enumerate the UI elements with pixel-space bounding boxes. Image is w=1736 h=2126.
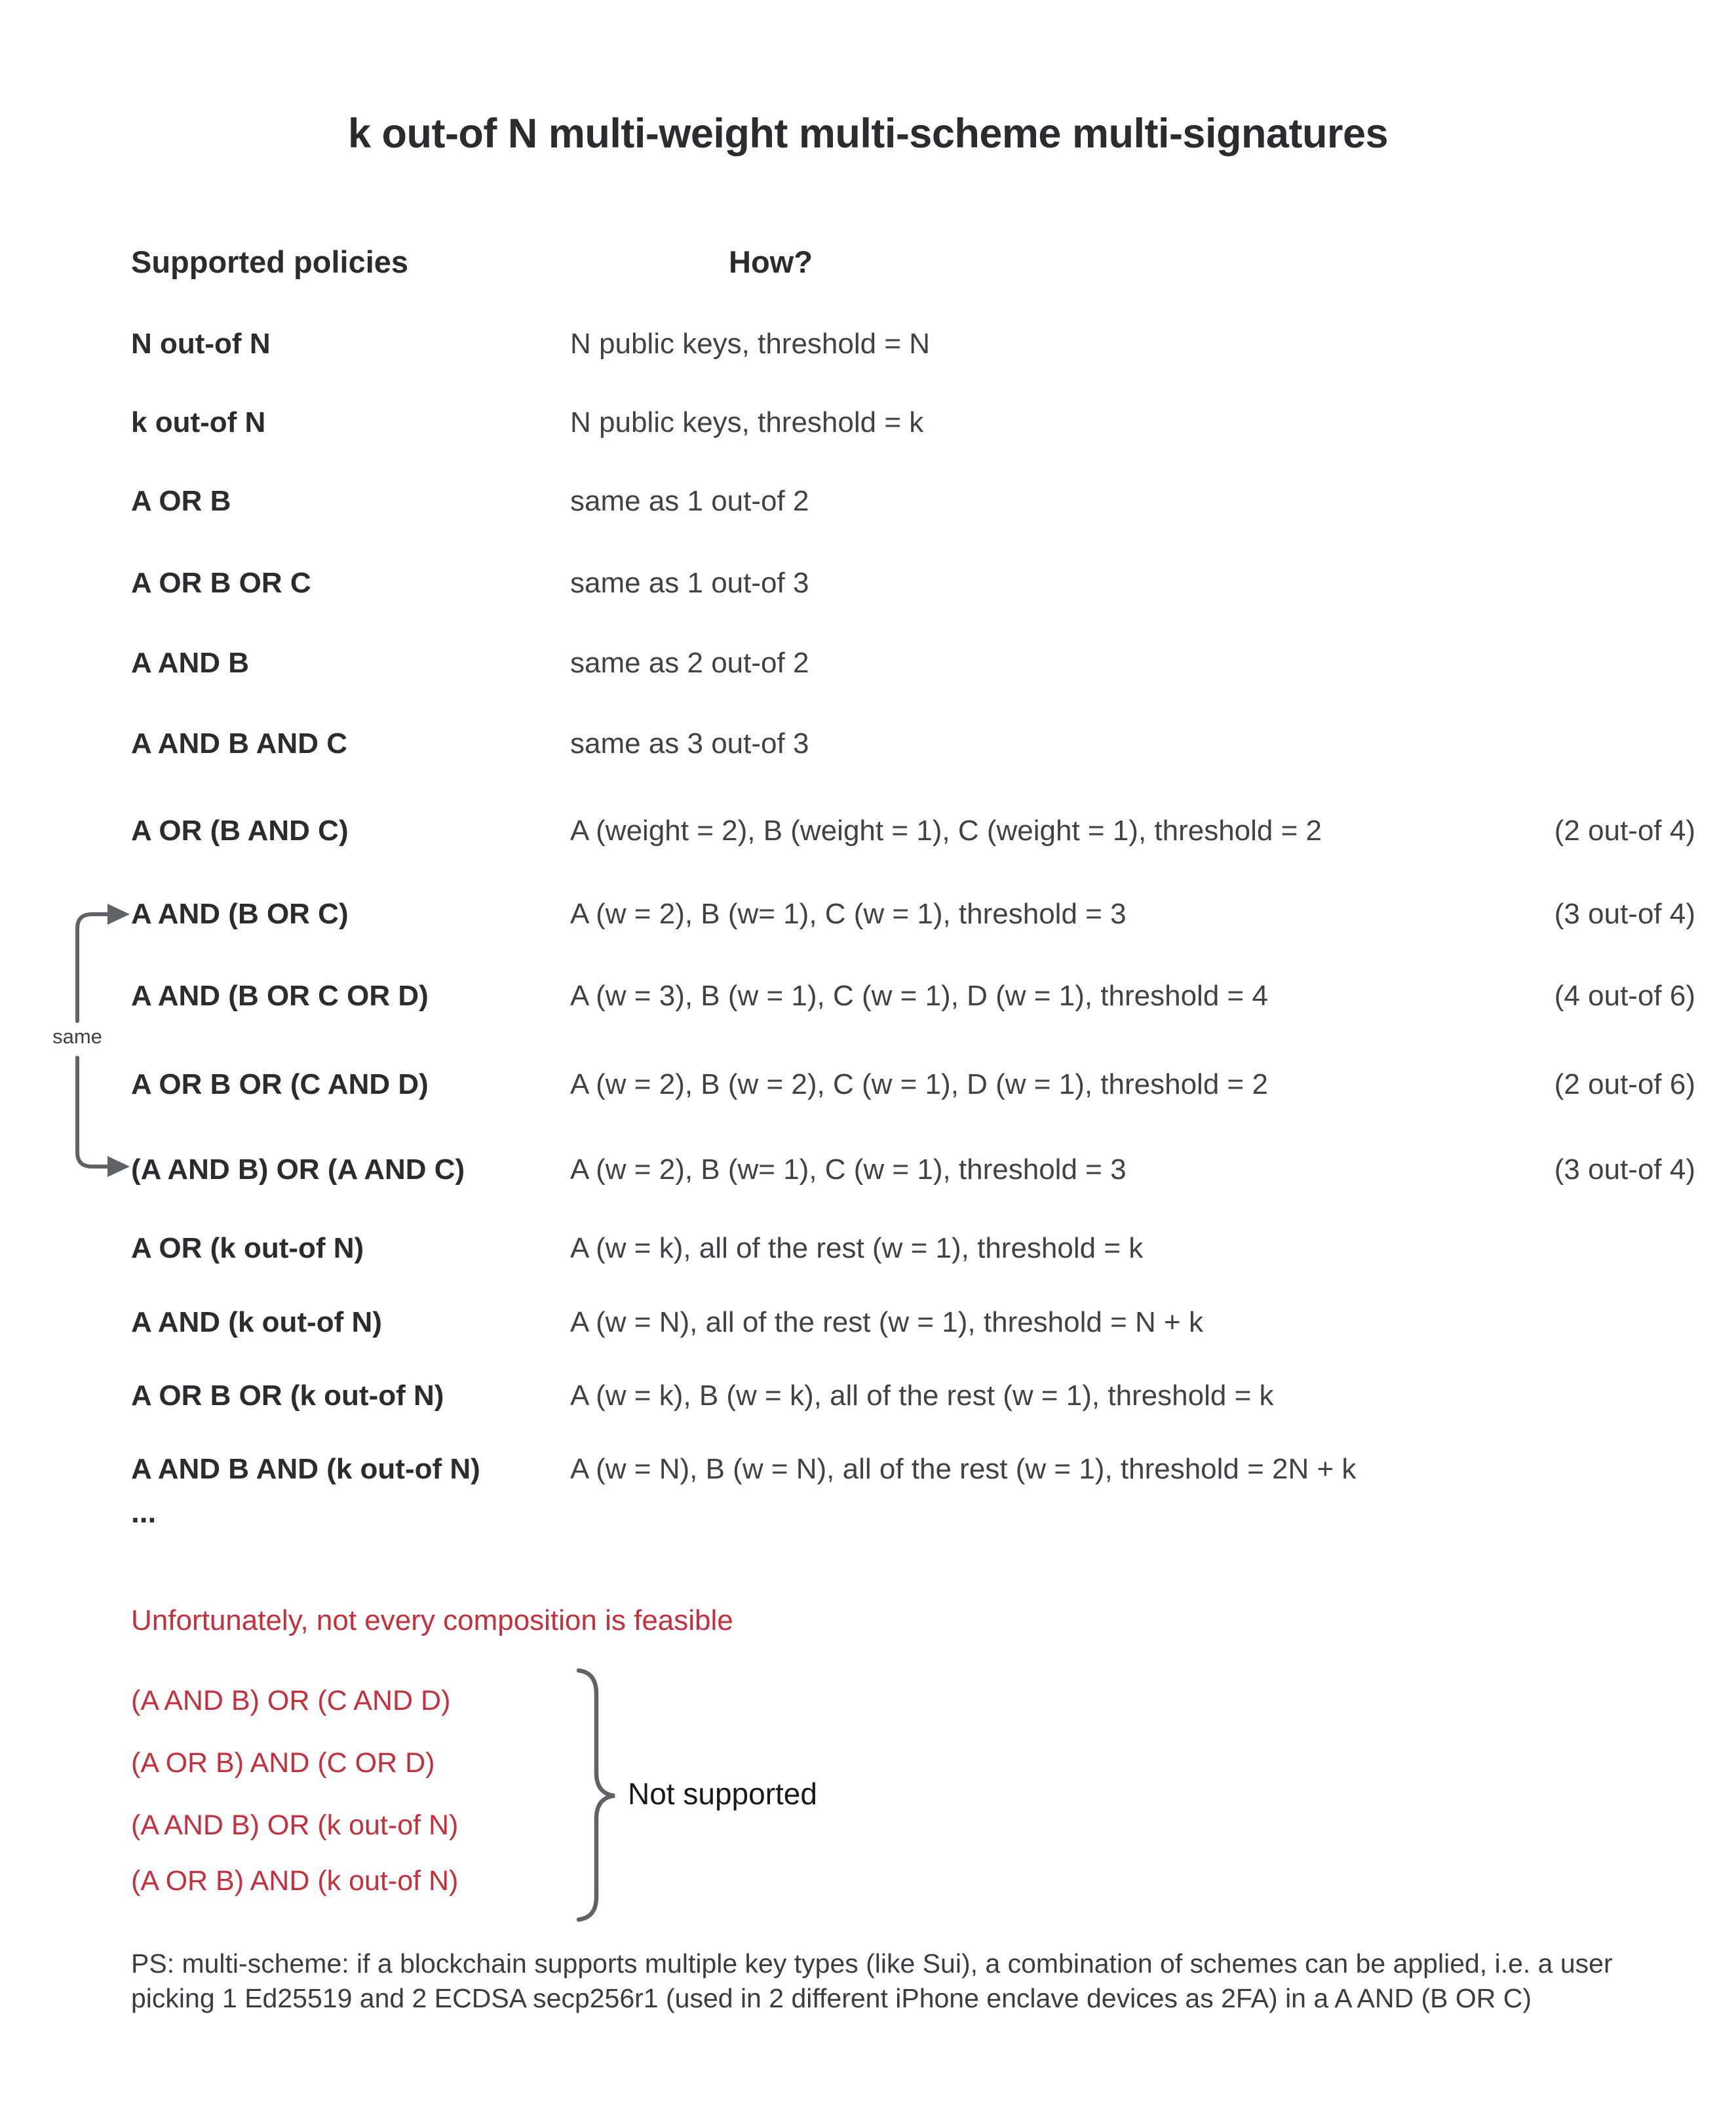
infeasible-item: (A OR B) AND (C OR D) bbox=[131, 1747, 435, 1779]
policy-label: A AND (B OR C) bbox=[131, 898, 349, 930]
policy-row bbox=[0, 723, 1736, 765]
policy-label: A OR B OR (k out-of N) bbox=[131, 1380, 444, 1412]
policy-row bbox=[0, 1149, 1736, 1191]
policy-how: A (w = 2), B (w= 1), C (w = 1), threshold = 3 bbox=[570, 898, 1127, 930]
column-header-how: How? bbox=[729, 244, 813, 279]
policy-how: A (w = k), B (w = k), all of the rest (w = 1), threshold = k bbox=[570, 1380, 1274, 1412]
policy-label: A OR B OR C bbox=[131, 567, 311, 599]
policy-how: A (w = N), all of the rest (w = 1), threshold = N + k bbox=[570, 1306, 1203, 1338]
policy-row bbox=[0, 1064, 1736, 1106]
column-header-policies: Supported policies bbox=[131, 244, 409, 279]
policy-row bbox=[0, 893, 1736, 935]
policy-how: same as 1 out-of 2 bbox=[570, 485, 809, 517]
policy-label: k out-of N bbox=[131, 406, 266, 438]
infeasible-item: (A AND B) OR (k out-of N) bbox=[131, 1809, 459, 1841]
more-policies-ellipsis: ... bbox=[131, 1495, 157, 1529]
policy-row bbox=[0, 323, 1736, 365]
ps-note: PS: multi-scheme: if a blockchain supports multiple key types (like Sui), a combination of schemes can be applied, i.e. a user picking 1 Ed25519 and 2 ECDSA secp256r1 (used in 2 different iPhone enclave devices as 2FA) in a A AND (B OR C) bbox=[131, 1948, 1613, 2013]
policy-how: A (w = 2), B (w = 2), C (w = 1), D (w = 1), threshold = 2 bbox=[570, 1068, 1268, 1100]
policy-how: N public keys, threshold = k bbox=[570, 406, 924, 438]
policy-row bbox=[0, 562, 1736, 604]
policy-label: A AND B AND C bbox=[131, 727, 347, 760]
infeasible-heading: Unfortunately, not every composition is feasible bbox=[131, 1604, 733, 1636]
policy-label: A AND (k out-of N) bbox=[131, 1306, 382, 1338]
policy-label: A AND B AND (k out-of N) bbox=[131, 1453, 480, 1485]
policy-label: A AND (B OR C OR D) bbox=[131, 980, 429, 1012]
policy-how: A (w = k), all of the rest (w = 1), threshold = k bbox=[570, 1232, 1144, 1264]
page-title: k out-of N multi-weight multi-scheme multi-signatures bbox=[347, 111, 1389, 157]
policy-label: A OR (B AND C) bbox=[131, 815, 349, 847]
policy-how: A (w = 2), B (w= 1), C (w = 1), threshold = 3 bbox=[570, 1153, 1127, 1186]
policy-row bbox=[0, 1227, 1736, 1269]
policy-row bbox=[0, 1375, 1736, 1417]
policy-how: A (weight = 2), B (weight = 1), C (weight = 1), threshold = 2 bbox=[570, 815, 1322, 847]
policy-row bbox=[0, 480, 1736, 522]
policy-how: A (w = 3), B (w = 1), C (w = 1), D (w = 1), threshold = 4 bbox=[570, 980, 1268, 1012]
policy-label: A OR B OR (C AND D) bbox=[131, 1068, 429, 1100]
infeasible-item: (A OR B) AND (k out-of N) bbox=[131, 1865, 459, 1897]
policy-label: N out-of N bbox=[131, 328, 271, 360]
policy-note: (4 out-of 6) bbox=[1554, 980, 1695, 1012]
policy-how: same as 2 out-of 2 bbox=[570, 647, 809, 679]
policy-note: (3 out-of 4) bbox=[1554, 1153, 1695, 1186]
policy-how: same as 3 out-of 3 bbox=[570, 727, 809, 760]
policy-label: (A AND B) OR (A AND C) bbox=[131, 1153, 465, 1186]
policy-row bbox=[0, 975, 1736, 1017]
policy-label: A OR B bbox=[131, 485, 231, 517]
policy-how: A (w = N), B (w = N), all of the rest (w = 1), threshold = 2N + k bbox=[570, 1453, 1357, 1485]
policy-note: (2 out-of 6) bbox=[1554, 1068, 1695, 1100]
policy-note: (2 out-of 4) bbox=[1554, 815, 1695, 847]
policy-how: same as 1 out-of 3 bbox=[570, 567, 809, 599]
policy-how: N public keys, threshold = N bbox=[570, 328, 931, 360]
policy-row bbox=[0, 810, 1736, 852]
infeasible-item: (A AND B) OR (C AND D) bbox=[131, 1685, 451, 1716]
policy-note: (3 out-of 4) bbox=[1554, 898, 1695, 930]
policy-label: A OR (k out-of N) bbox=[131, 1232, 364, 1264]
not-supported-label: Not supported bbox=[628, 1777, 817, 1811]
policy-row bbox=[0, 402, 1736, 444]
policy-label: A AND B bbox=[131, 647, 250, 679]
policy-row bbox=[0, 642, 1736, 684]
policy-row bbox=[0, 1302, 1736, 1343]
same-label: same bbox=[37, 1025, 118, 1049]
policy-row bbox=[0, 1448, 1736, 1490]
